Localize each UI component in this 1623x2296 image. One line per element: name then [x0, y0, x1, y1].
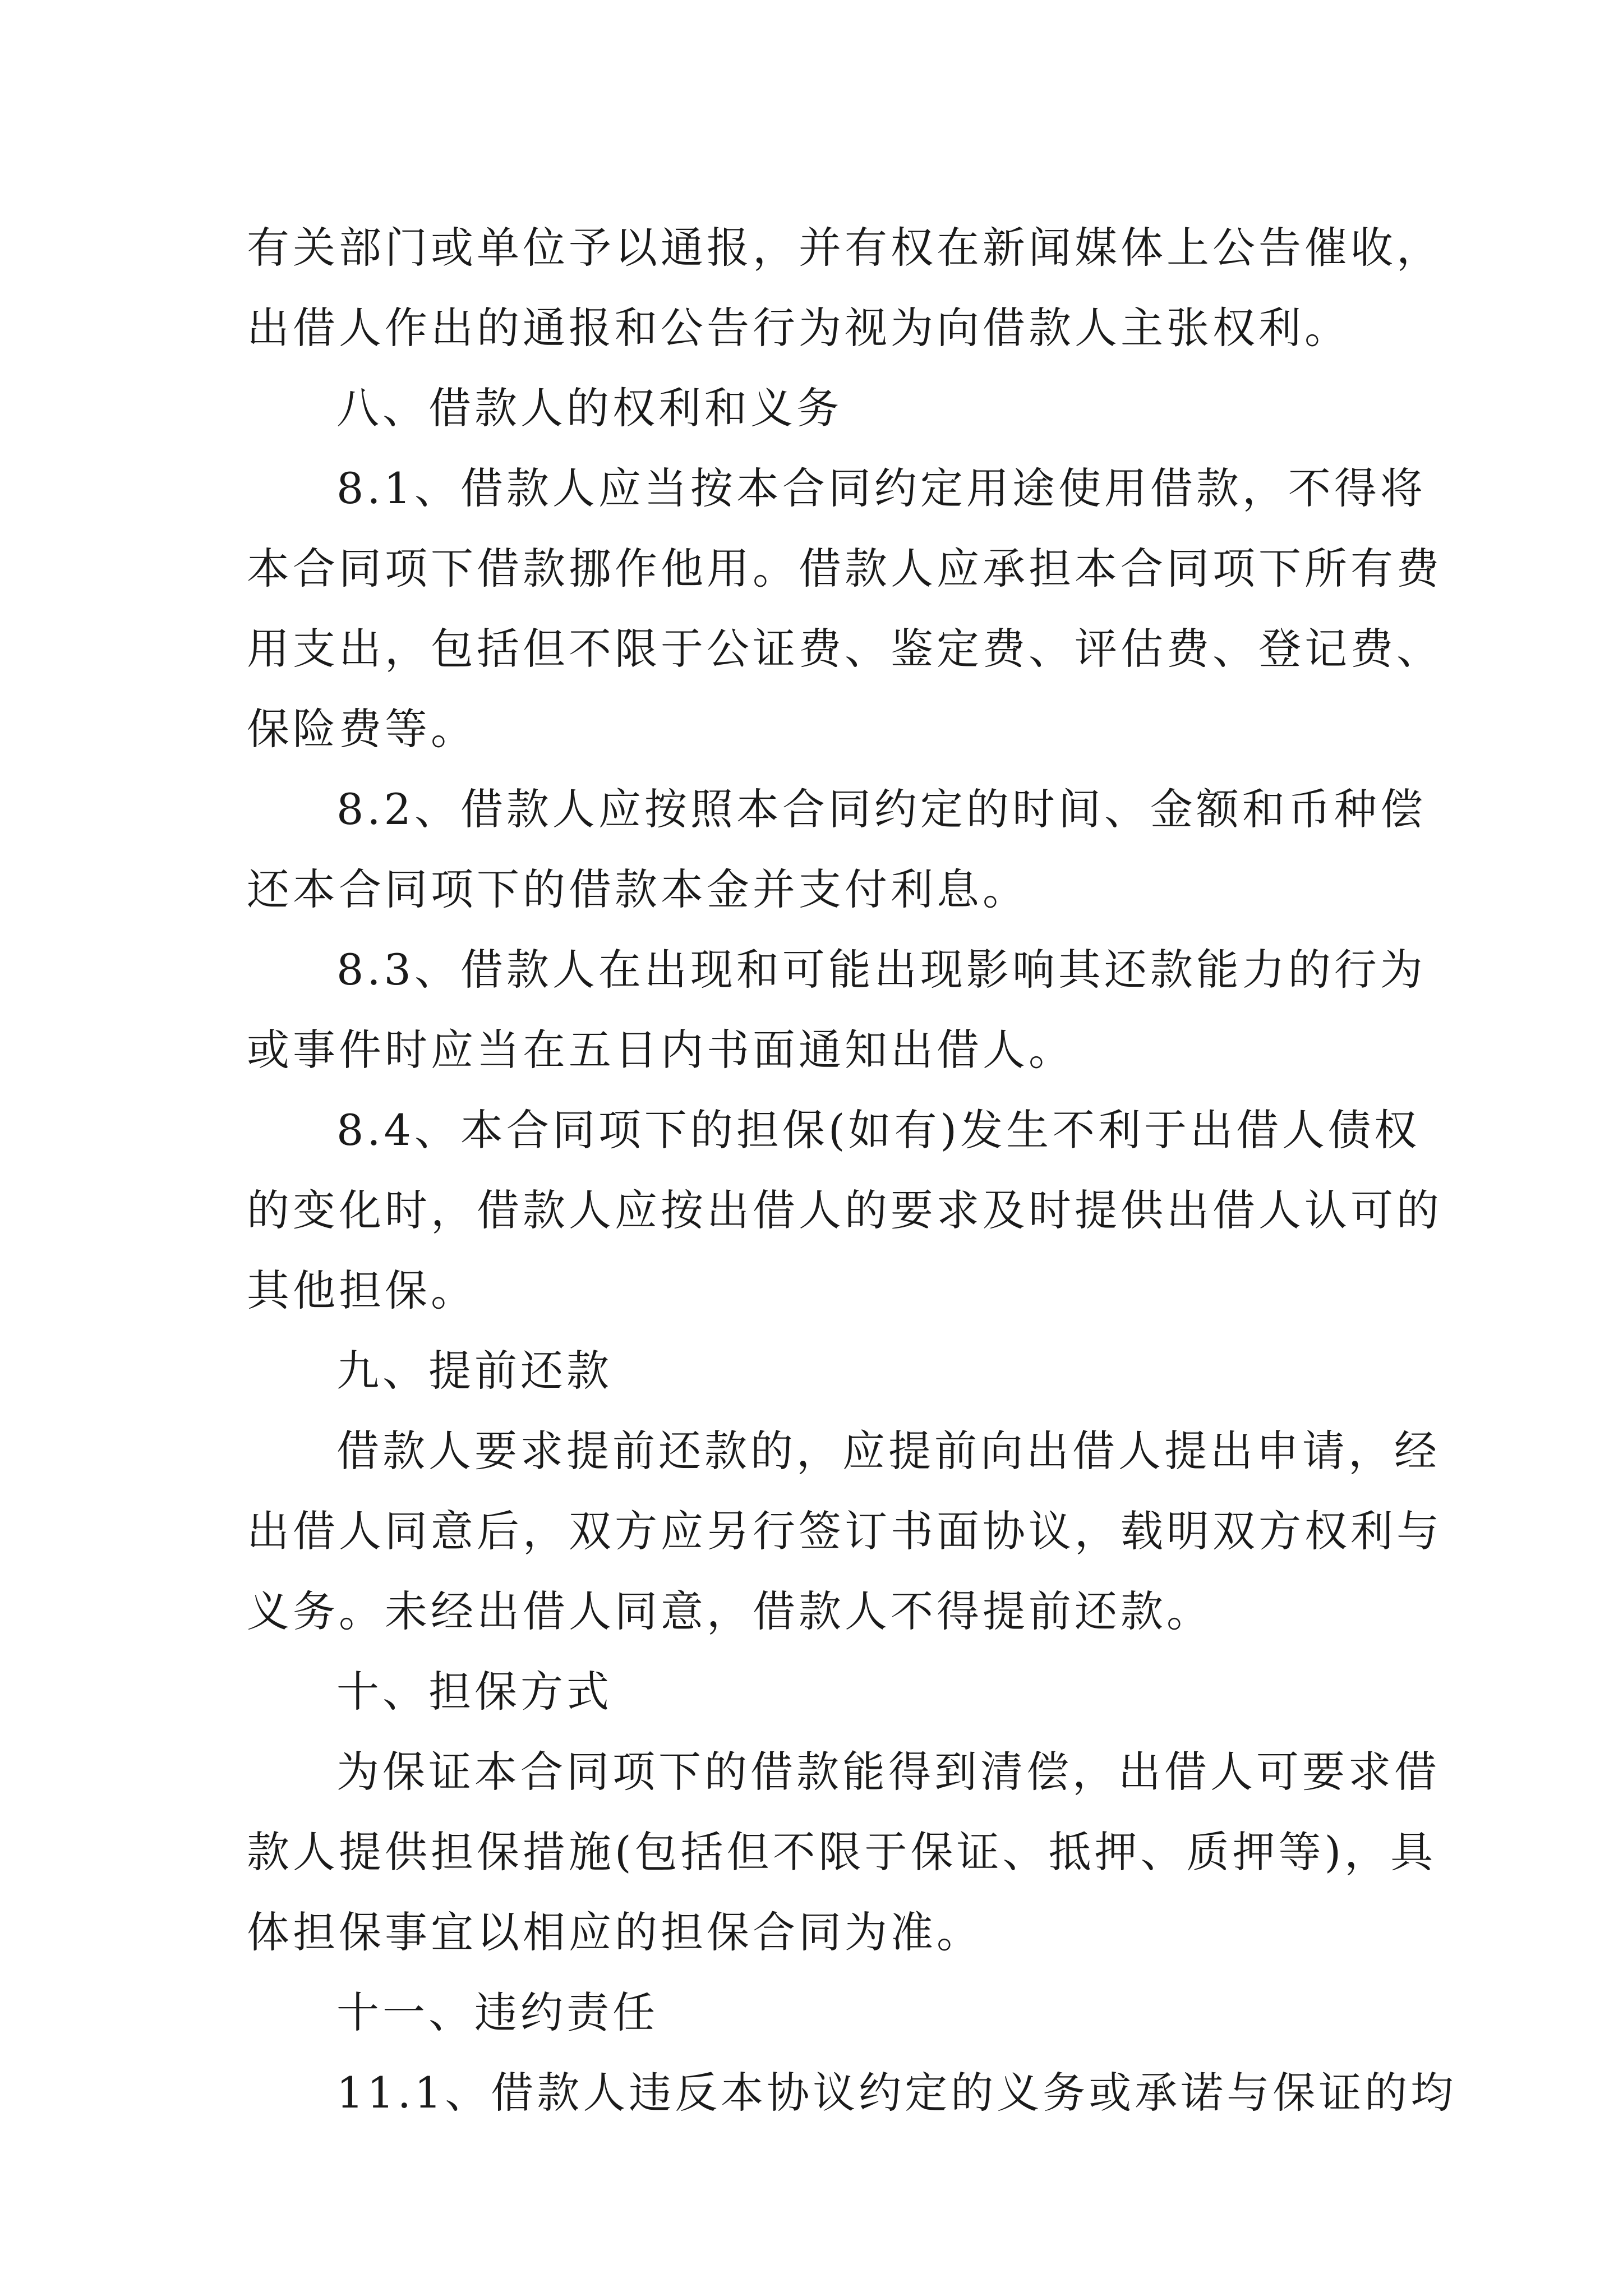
section-9-body-line: 出借人同意后，双方应另行签订书面协议，载明双方权利与: [247, 1506, 1442, 1556]
section-9-body-line: 义务。未经出借人同意，借款人不得提前还款。: [247, 1586, 1212, 1636]
clause-8-2-line: 8.2、借款人应按照本合同约定的时间、金额和币种偿: [336, 784, 1426, 834]
section-10-body-line: 体担保事宜以相应的担保合同为准。: [247, 1907, 983, 1957]
clause-8-3-line: 8.3、借款人在出现和可能出现影响其还款能力的行为: [336, 945, 1426, 995]
clause-8-1-line: 用支出，包括但不限于公证费、鉴定费、评估费、登记费、: [247, 624, 1442, 674]
body-text-line: 有关部门或单位予以通报，并有权在新闻媒体上公告催收，: [247, 223, 1442, 273]
clause-8-1-line: 保险费等。: [247, 704, 477, 754]
section-10-body-line: 为保证本合同项下的借款能得到清偿，出借人可要求借: [336, 1747, 1440, 1797]
section-heading-10: 十、担保方式: [336, 1667, 612, 1717]
section-9-body-line: 借款人要求提前还款的，应提前向出借人提出申请，经: [336, 1426, 1440, 1476]
clause-8-4-line: 8.4、本合同项下的担保(如有)发生不利于出借人债权: [336, 1105, 1421, 1155]
section-10-body-line: 款人提供担保措施(包括但不限于保证、抵押、质押等)，具: [247, 1827, 1437, 1877]
section-heading-11: 十一、违约责任: [336, 1987, 658, 2037]
clause-8-2-line: 还本合同项下的借款本金并支付利息。: [247, 864, 1029, 914]
clause-11-1-line: 11.1、借款人违反本协议约定的义务或承诺与保证的均: [336, 2068, 1457, 2118]
clause-8-3-line: 或事件时应当在五日内书面通知出借人。: [247, 1025, 1075, 1075]
clause-8-1-line: 8.1、借款人应当按本合同约定用途使用借款，不得将: [336, 463, 1426, 513]
section-heading-8: 八、借款人的权利和义务: [336, 383, 842, 433]
clause-8-1-line: 本合同项下借款挪作他用。借款人应承担本合同项下所有费: [247, 544, 1442, 593]
body-text-line: 出借人作出的通报和公告行为视为向借款人主张权利。: [247, 303, 1350, 353]
clause-8-4-line: 其他担保。: [247, 1266, 477, 1315]
section-heading-9: 九、提前还款: [336, 1346, 612, 1396]
clause-8-4-line: 的变化时，借款人应按出借人的要求及时提供出借人认可的: [247, 1185, 1442, 1235]
